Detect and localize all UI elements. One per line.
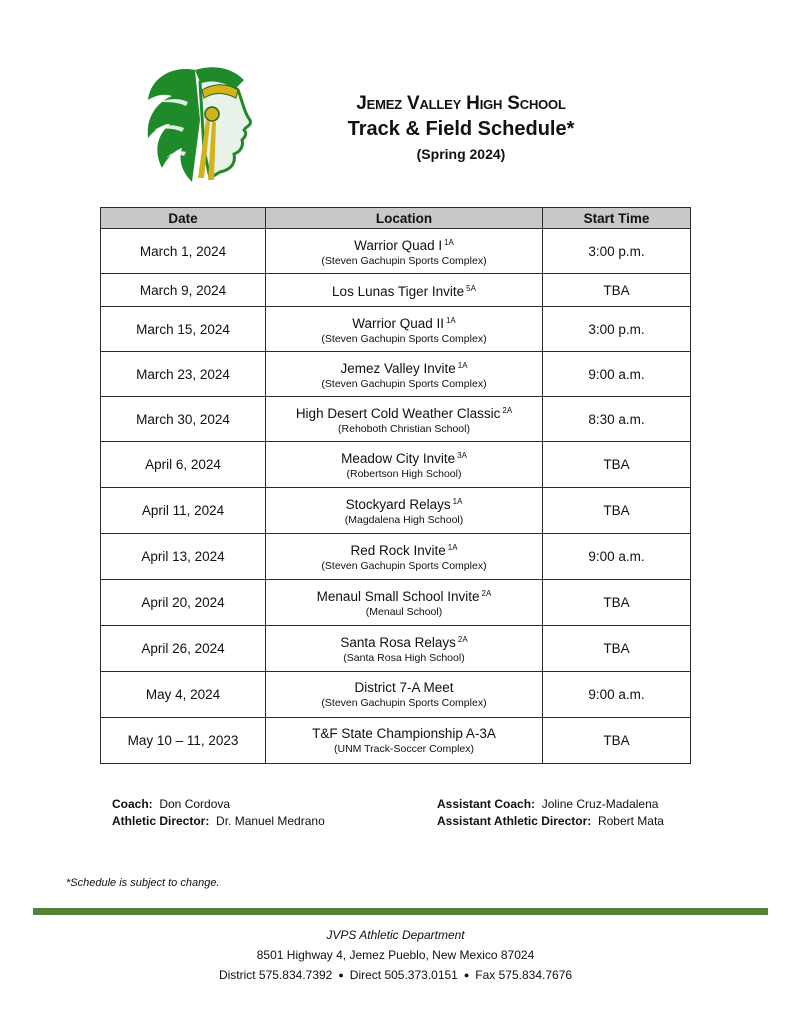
classification-badge: 1A bbox=[447, 543, 458, 552]
staff-right bbox=[437, 796, 664, 830]
event-location bbox=[266, 307, 543, 352]
title-block bbox=[300, 92, 622, 164]
event-location bbox=[266, 274, 543, 307]
event-name-text: Santa Rosa Relays bbox=[340, 635, 456, 650]
event-start-time: TBA bbox=[543, 274, 691, 307]
address: 8501 Highway 4, Jemez Pueblo, New Mexico 87024 bbox=[256, 948, 535, 962]
table-row bbox=[101, 307, 691, 352]
table-row bbox=[101, 397, 691, 442]
event-start-time: 9:00 a.m. bbox=[543, 352, 691, 397]
classification-badge: 2A bbox=[502, 405, 513, 415]
event-location bbox=[266, 718, 543, 764]
event-venue: (Steven Gachupin Sports Complex) bbox=[321, 254, 487, 267]
event-start-time: 3:00 p.m. bbox=[543, 307, 691, 352]
event-name-text: Warrior Quad I bbox=[354, 237, 443, 253]
event-date: May 4, 2024 bbox=[101, 672, 266, 718]
classification-badge: 1A bbox=[457, 360, 468, 370]
event-date: April 20, 2024 bbox=[101, 580, 266, 626]
event-name-text: Warrior Quad II bbox=[352, 315, 444, 331]
event-name bbox=[266, 312, 542, 332]
table-row bbox=[101, 229, 691, 274]
coach-name: Don Cordova bbox=[159, 797, 231, 811]
event-date: March 30, 2024 bbox=[101, 397, 266, 442]
direct-phone: Direct 505.373.0151 bbox=[349, 968, 458, 982]
event-start-time: 9:00 a.m. bbox=[543, 534, 691, 580]
classification-badge: 1A bbox=[445, 315, 456, 325]
table-row bbox=[101, 718, 691, 764]
school-name: Jemez Valley High School bbox=[356, 93, 566, 114]
classification-badge: 3A bbox=[457, 451, 467, 460]
table-header-row bbox=[101, 208, 691, 229]
event-name bbox=[266, 631, 542, 651]
assistant-coach-line: Assistant Coach: Joline Cruz-Madalena bbox=[437, 797, 659, 811]
event-venue: (Steven Gachupin Sports Complex) bbox=[321, 696, 487, 709]
event-start-time: TBA bbox=[543, 580, 691, 626]
department-name: JVPS Athletic Department bbox=[326, 928, 465, 942]
table-row bbox=[101, 352, 691, 397]
event-date: May 10 – 11, 2023 bbox=[101, 718, 266, 764]
event-venue: (Steven Gachupin Sports Complex) bbox=[321, 332, 487, 345]
coach-line: Coach: Don Cordova bbox=[112, 797, 231, 811]
table-row bbox=[101, 626, 691, 672]
event-venue: (Santa Rosa High School) bbox=[343, 652, 465, 664]
event-date: March 15, 2024 bbox=[101, 307, 266, 352]
event-name bbox=[266, 357, 542, 377]
event-start-time: TBA bbox=[543, 718, 691, 764]
season-label: (Spring 2024) bbox=[416, 146, 506, 162]
event-name-text: Meadow City Invite bbox=[341, 451, 456, 466]
event-name bbox=[266, 679, 542, 696]
event-location bbox=[266, 534, 543, 580]
schedule-title: Track & Field Schedule* bbox=[347, 118, 575, 140]
classification-badge: 5A bbox=[466, 284, 476, 293]
event-name-text: District 7-A Meet bbox=[354, 679, 454, 695]
event-location bbox=[266, 229, 543, 274]
staff-left bbox=[112, 796, 325, 830]
table-row bbox=[101, 274, 691, 307]
event-date: March 1, 2024 bbox=[101, 229, 266, 274]
event-location bbox=[266, 352, 543, 397]
school-logo-icon bbox=[140, 60, 265, 190]
table-row bbox=[101, 488, 691, 534]
event-location bbox=[266, 397, 543, 442]
event-venue: (Rehoboth Christian School) bbox=[338, 422, 470, 435]
table-row bbox=[101, 442, 691, 488]
contact-line bbox=[0, 965, 791, 985]
event-venue: (Steven Gachupin Sports Complex) bbox=[321, 377, 487, 390]
event-location bbox=[266, 488, 543, 534]
event-name-text: T&F State Championship A-3A bbox=[312, 725, 496, 741]
event-name bbox=[266, 539, 542, 559]
bullet-icon: ● bbox=[463, 970, 470, 980]
event-start-time: TBA bbox=[543, 442, 691, 488]
event-name bbox=[266, 234, 542, 254]
classification-badge: 1A bbox=[444, 237, 454, 247]
table-row bbox=[101, 672, 691, 718]
column-header-location: Location bbox=[266, 208, 543, 229]
table-row bbox=[101, 534, 691, 580]
fax-number: Fax 575.834.7676 bbox=[475, 968, 573, 982]
event-name bbox=[266, 402, 542, 422]
event-venue: (UNM Track-Soccer Complex) bbox=[333, 742, 475, 755]
table-row bbox=[101, 580, 691, 626]
event-location bbox=[266, 580, 543, 626]
event-date: April 13, 2024 bbox=[101, 534, 266, 580]
event-location bbox=[266, 626, 543, 672]
event-location bbox=[266, 442, 543, 488]
event-start-time: TBA bbox=[543, 488, 691, 534]
event-name bbox=[266, 447, 542, 467]
column-header-date: Date bbox=[101, 208, 266, 229]
event-date: April 11, 2024 bbox=[101, 488, 266, 534]
classification-badge: 2A bbox=[481, 589, 492, 598]
event-start-time: TBA bbox=[543, 626, 691, 672]
schedule-table bbox=[100, 207, 691, 764]
event-name-text: Jemez Valley Invite bbox=[340, 360, 456, 376]
event-venue: (Menaul School) bbox=[365, 606, 443, 618]
athletic-director-line: Athletic Director: Dr. Manuel Medrano bbox=[112, 814, 325, 828]
event-venue: (Steven Gachupin Sports Complex) bbox=[321, 560, 487, 572]
assistant-athletic-director-line: Assistant Athletic Director: Robert Mata bbox=[437, 814, 664, 828]
athletic-director-name: Dr. Manuel Medrano bbox=[216, 814, 325, 828]
footer-divider bbox=[33, 908, 768, 915]
district-phone: District 575.834.7392 bbox=[218, 968, 333, 982]
event-name-text: Los Lunas Tiger Invite bbox=[332, 284, 465, 299]
event-name bbox=[266, 725, 542, 742]
event-date: March 9, 2024 bbox=[101, 274, 266, 307]
event-venue: (Robertson High School) bbox=[346, 468, 462, 480]
event-venue: (Magdalena High School) bbox=[344, 514, 464, 526]
column-header-start-time: Start Time bbox=[543, 208, 691, 229]
event-name-text: High Desert Cold Weather Classic bbox=[295, 405, 501, 421]
assistant-coach-name: Joline Cruz-Madalena bbox=[541, 797, 659, 811]
event-name-text: Menaul Small School Invite bbox=[316, 589, 480, 604]
event-name bbox=[266, 280, 542, 300]
classification-badge: 1A bbox=[452, 497, 463, 506]
event-name-text: Stockyard Relays bbox=[345, 497, 451, 512]
event-start-time: 3:00 p.m. bbox=[543, 229, 691, 274]
event-name bbox=[266, 493, 542, 513]
event-name-text: Red Rock Invite bbox=[350, 543, 446, 558]
event-date: March 23, 2024 bbox=[101, 352, 266, 397]
bullet-icon: ● bbox=[338, 970, 344, 980]
event-date: April 26, 2024 bbox=[101, 626, 266, 672]
event-location bbox=[266, 672, 543, 718]
classification-badge: 2A bbox=[457, 635, 468, 644]
event-date: April 6, 2024 bbox=[101, 442, 266, 488]
footer bbox=[0, 925, 791, 985]
event-name bbox=[266, 585, 542, 605]
schedule-disclaimer: *Schedule is subject to change. bbox=[66, 877, 220, 889]
event-start-time: 8:30 a.m. bbox=[543, 397, 691, 442]
assistant-athletic-director-name: Robert Mata bbox=[597, 814, 664, 828]
event-start-time: 9:00 a.m. bbox=[543, 672, 691, 718]
